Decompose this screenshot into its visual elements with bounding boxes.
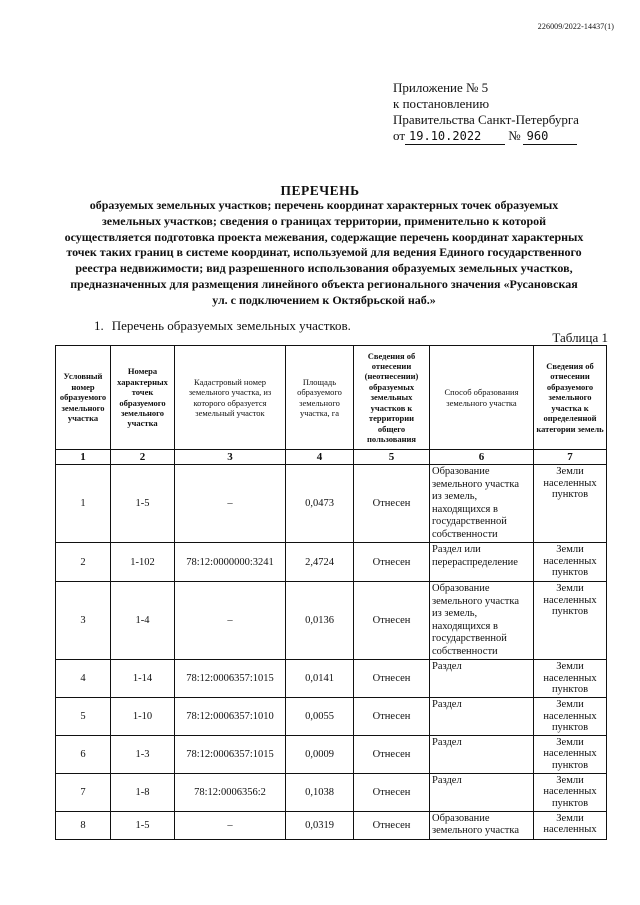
cadastral-number-cell: 78:12:0006357:1015	[175, 735, 286, 773]
column-number: 5	[354, 450, 430, 465]
plot-number-cell: 4	[56, 660, 111, 698]
table-row	[56, 660, 607, 698]
plot-number-cell: 8	[56, 811, 111, 839]
formation-method-cell: Раздел	[430, 698, 534, 736]
appendix-date-line	[393, 128, 579, 145]
table-caption: Таблица 1	[552, 330, 608, 345]
formation-method-cell: Раздел	[430, 773, 534, 811]
section-heading	[94, 318, 351, 334]
formation-method-cell: Раздел	[430, 660, 534, 698]
area-cell: 0,0055	[286, 698, 354, 736]
public-use-cell: Отнесен	[354, 465, 430, 543]
resolution-number: 960	[523, 128, 577, 145]
formation-method-cell: Образование земельного участка из земель, находящихся в государственной собственности	[430, 582, 534, 660]
points-cell: 1-14	[111, 660, 175, 698]
land-category-cell: Земли населенных пунктов	[534, 465, 607, 543]
number-prefix: №	[508, 128, 521, 143]
formation-method-cell: Образование земельного участка	[430, 811, 534, 839]
cadastral-number-cell: 78:12:0006357:1010	[175, 698, 286, 736]
column-number: 4	[286, 450, 354, 465]
area-cell: 0,0141	[286, 660, 354, 698]
plot-number-cell: 5	[56, 698, 111, 736]
points-cell: 1-5	[111, 811, 175, 839]
area-cell: 0,0009	[286, 735, 354, 773]
public-use-cell: Отнесен	[354, 543, 430, 582]
points-cell: 1-4	[111, 582, 175, 660]
date-prefix: от	[393, 128, 406, 143]
area-cell: 2,4724	[286, 543, 354, 582]
column-number: 3	[175, 450, 286, 465]
plot-number-cell: 1	[56, 465, 111, 543]
public-use-cell: Отнесен	[354, 811, 430, 839]
document-title: ПЕРЕЧЕНЬ	[280, 183, 360, 198]
header-public-use: Сведения об отнесении (неотнесении) образуемых земельных участков к территории общего пользования	[354, 346, 430, 450]
formation-method-cell: Раздел	[430, 735, 534, 773]
formation-method-cell: Раздел или перераспределение	[430, 543, 534, 582]
column-number: 1	[56, 450, 111, 465]
land-category-cell: Земли населенных пунктов	[534, 543, 607, 582]
appendix-line-3: Правительства Санкт-Петербурга	[393, 112, 579, 127]
plot-number-cell: 2	[56, 543, 111, 582]
area-cell: 0,0319	[286, 811, 354, 839]
area-cell: 0,0473	[286, 465, 354, 543]
appendix-line-2: к постановлению	[393, 96, 490, 111]
land-category-cell: Земли населенных пунктов	[534, 660, 607, 698]
cadastral-number-cell: 78:12:0000000:3241	[175, 543, 286, 582]
points-cell: 1-102	[111, 543, 175, 582]
table-row	[56, 543, 607, 582]
land-category-cell: Земли населенных пунктов	[534, 582, 607, 660]
column-number: 6	[430, 450, 534, 465]
header-category: Сведения об отнесении образуемого земельного участка к определенной категории земель	[534, 346, 607, 450]
points-cell: 1-5	[111, 465, 175, 543]
appendix-block	[393, 80, 579, 145]
column-number: 7	[534, 450, 607, 465]
cadastral-number-cell: 78:12:0006356:2	[175, 773, 286, 811]
section-label: Перечень образуемых земельных участков.	[111, 318, 351, 333]
plot-number-cell: 6	[56, 735, 111, 773]
area-cell: 0,0136	[286, 582, 354, 660]
section-number: 1.	[94, 318, 104, 333]
document-subtitle: образуемых земельных участков; перечень координат характерных точек образуемых земельных участков; сведения о границах территории, применительно к которой осуществляется подготовка проекта межевания, содержащие перечень координат характерных точек таких границ в системе координат, используемой для ведения Единого государственного реестра недвижимости; вид разрешенного использования образуемых земельных участков, предназначенных для размещения линейного объекта регионального значения «Русановская ул. с подключением к Октябрьской наб.»	[64, 198, 584, 307]
plot-number-cell: 7	[56, 773, 111, 811]
column-number-row	[56, 450, 607, 465]
land-category-cell: Земли населенных пунктов	[534, 735, 607, 773]
plot-number-cell: 3	[56, 582, 111, 660]
public-use-cell: Отнесен	[354, 698, 430, 736]
points-cell: 1-3	[111, 735, 175, 773]
public-use-cell: Отнесен	[354, 773, 430, 811]
land-category-cell: Земли населенных пунктов	[534, 698, 607, 736]
land-plots-table	[55, 345, 607, 840]
resolution-date: 19.10.2022	[405, 128, 505, 145]
appendix-line-1: Приложение № 5	[393, 80, 489, 95]
cadastral-number-cell: 78:12:0006357:1015	[175, 660, 286, 698]
header-points: Номера характерных точек образуемого земельного участка	[111, 346, 175, 450]
table-body	[56, 450, 607, 840]
table-row	[56, 465, 607, 543]
public-use-cell: Отнесен	[354, 660, 430, 698]
cadastral-number-cell: –	[175, 582, 286, 660]
header-area: Площадь образуемого земельного участка, га	[286, 346, 354, 450]
points-cell: 1-10	[111, 698, 175, 736]
cadastral-number-cell: –	[175, 465, 286, 543]
public-use-cell: Отнесен	[354, 735, 430, 773]
table-row	[56, 811, 607, 839]
land-category-cell: Земли населенных	[534, 811, 607, 839]
cadastral-number-cell: –	[175, 811, 286, 839]
document-id: 226009/2022-14437(1)	[537, 22, 614, 31]
header-method: Способ образования земельного участка	[430, 346, 534, 450]
table-row	[56, 698, 607, 736]
table-row	[56, 773, 607, 811]
points-cell: 1-8	[111, 773, 175, 811]
land-category-cell: Земли населенных пунктов	[534, 773, 607, 811]
column-number: 2	[111, 450, 175, 465]
header-cadastral: Кадастровый номер земельного участка, из которого образуется земельный участок	[175, 346, 286, 450]
public-use-cell: Отнесен	[354, 582, 430, 660]
table-row	[56, 735, 607, 773]
formation-method-cell: Образование земельного участка из земель, находящихся в государственной собственности	[430, 465, 534, 543]
header-plot-number: Условный номер образуемого земельного участка	[56, 346, 111, 450]
area-cell: 0,1038	[286, 773, 354, 811]
table-row	[56, 582, 607, 660]
